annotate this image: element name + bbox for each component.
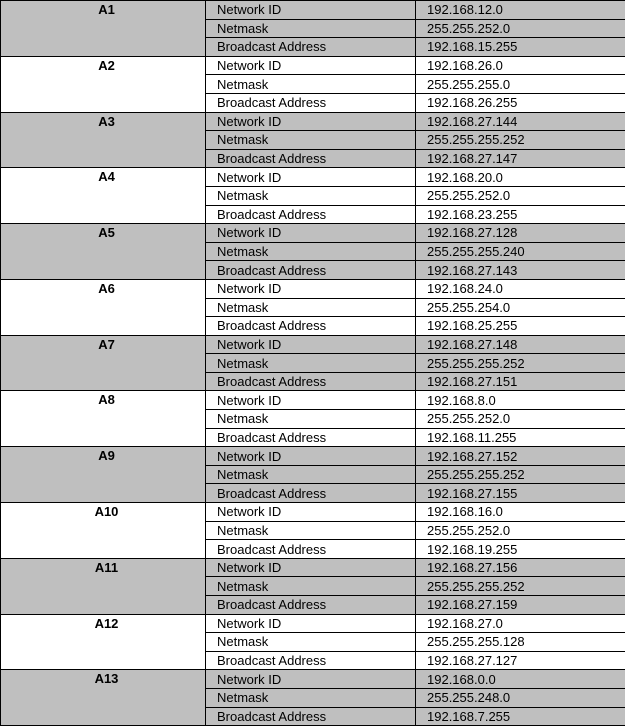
field-label: Network ID [206, 335, 416, 354]
field-value: 192.168.11.255 [416, 428, 625, 447]
group-label: A6 [1, 279, 206, 335]
field-value: 192.168.25.255 [416, 317, 625, 336]
field-label: Broadcast Address [206, 317, 416, 336]
field-value: 255.255.255.252 [416, 577, 625, 596]
field-label: Network ID [206, 168, 416, 187]
group-label: A5 [1, 224, 206, 280]
field-value: 192.168.20.0 [416, 168, 625, 187]
field-value: 255.255.255.240 [416, 242, 625, 261]
field-label: Broadcast Address [206, 205, 416, 224]
field-label: Network ID [206, 391, 416, 410]
table-row [1, 279, 625, 298]
field-label: Broadcast Address [206, 372, 416, 391]
table-row [1, 447, 625, 466]
table-row [1, 56, 625, 75]
field-value: 192.168.27.147 [416, 149, 625, 168]
field-label: Network ID [206, 670, 416, 689]
field-value: 192.168.0.0 [416, 670, 625, 689]
table-row [1, 503, 625, 522]
field-label: Netmask [206, 298, 416, 317]
group-label: A3 [1, 112, 206, 168]
table-row [1, 168, 625, 187]
field-label: Network ID [206, 112, 416, 131]
field-value: 192.168.27.155 [416, 484, 625, 503]
table-row [1, 112, 625, 131]
table-row [1, 1, 625, 20]
field-label: Network ID [206, 279, 416, 298]
field-label: Netmask [206, 186, 416, 205]
field-value: 192.168.27.0 [416, 614, 625, 633]
group-label: A7 [1, 335, 206, 391]
field-value: 192.168.27.127 [416, 651, 625, 670]
group-label: A1 [1, 1, 206, 57]
field-label: Network ID [206, 503, 416, 522]
field-label: Broadcast Address [206, 596, 416, 615]
field-value: 255.255.252.0 [416, 186, 625, 205]
field-label: Netmask [206, 633, 416, 652]
field-value: 192.168.19.255 [416, 540, 625, 559]
field-label: Network ID [206, 1, 416, 20]
field-label: Netmask [206, 242, 416, 261]
field-value: 255.255.252.0 [416, 521, 625, 540]
table-row [1, 614, 625, 633]
field-value: 192.168.27.159 [416, 596, 625, 615]
field-value: 192.168.24.0 [416, 279, 625, 298]
field-label: Network ID [206, 614, 416, 633]
field-label: Broadcast Address [206, 38, 416, 57]
field-value: 255.255.252.0 [416, 19, 625, 38]
field-label: Netmask [206, 465, 416, 484]
field-value: 255.255.255.252 [416, 465, 625, 484]
group-label: A12 [1, 614, 206, 670]
field-label: Netmask [206, 688, 416, 707]
field-label: Broadcast Address [206, 93, 416, 112]
table-row [1, 670, 625, 689]
field-label: Netmask [206, 354, 416, 373]
field-label: Broadcast Address [206, 261, 416, 280]
field-label: Network ID [206, 447, 416, 466]
table-row [1, 558, 625, 577]
field-label: Netmask [206, 521, 416, 540]
field-value: 255.255.254.0 [416, 298, 625, 317]
field-value: 192.168.27.152 [416, 447, 625, 466]
table-row [1, 335, 625, 354]
group-label: A11 [1, 558, 206, 614]
field-label: Broadcast Address [206, 484, 416, 503]
group-label: A4 [1, 168, 206, 224]
field-value: 192.168.27.156 [416, 558, 625, 577]
field-value: 192.168.27.144 [416, 112, 625, 131]
field-label: Broadcast Address [206, 707, 416, 726]
table-row [1, 224, 625, 243]
field-value: 192.168.8.0 [416, 391, 625, 410]
field-label: Netmask [206, 19, 416, 38]
field-value: 192.168.27.143 [416, 261, 625, 280]
field-label: Broadcast Address [206, 149, 416, 168]
field-value: 255.255.255.128 [416, 633, 625, 652]
field-value: 192.168.23.255 [416, 205, 625, 224]
field-value: 255.255.255.252 [416, 131, 625, 150]
group-label: A13 [1, 670, 206, 726]
field-label: Network ID [206, 558, 416, 577]
group-label: A9 [1, 447, 206, 503]
field-value: 255.255.248.0 [416, 688, 625, 707]
group-label: A8 [1, 391, 206, 447]
table-row [1, 391, 625, 410]
field-label: Netmask [206, 131, 416, 150]
field-value: 255.255.255.252 [416, 354, 625, 373]
subnet-table-body [1, 1, 625, 726]
field-value: 192.168.12.0 [416, 1, 625, 20]
field-label: Netmask [206, 577, 416, 596]
field-label: Netmask [206, 75, 416, 94]
field-label: Netmask [206, 410, 416, 429]
field-value: 255.255.255.0 [416, 75, 625, 94]
field-value: 192.168.26.255 [416, 93, 625, 112]
group-label: A10 [1, 503, 206, 559]
field-value: 192.168.15.255 [416, 38, 625, 57]
field-value: 192.168.7.255 [416, 707, 625, 726]
field-label: Broadcast Address [206, 540, 416, 559]
field-label: Broadcast Address [206, 651, 416, 670]
field-value: 192.168.26.0 [416, 56, 625, 75]
field-value: 192.168.27.148 [416, 335, 625, 354]
field-value: 192.168.27.128 [416, 224, 625, 243]
field-label: Network ID [206, 224, 416, 243]
field-label: Network ID [206, 56, 416, 75]
field-value: 255.255.252.0 [416, 410, 625, 429]
field-value: 192.168.16.0 [416, 503, 625, 522]
field-value: 192.168.27.151 [416, 372, 625, 391]
field-label: Broadcast Address [206, 428, 416, 447]
group-label: A2 [1, 56, 206, 112]
